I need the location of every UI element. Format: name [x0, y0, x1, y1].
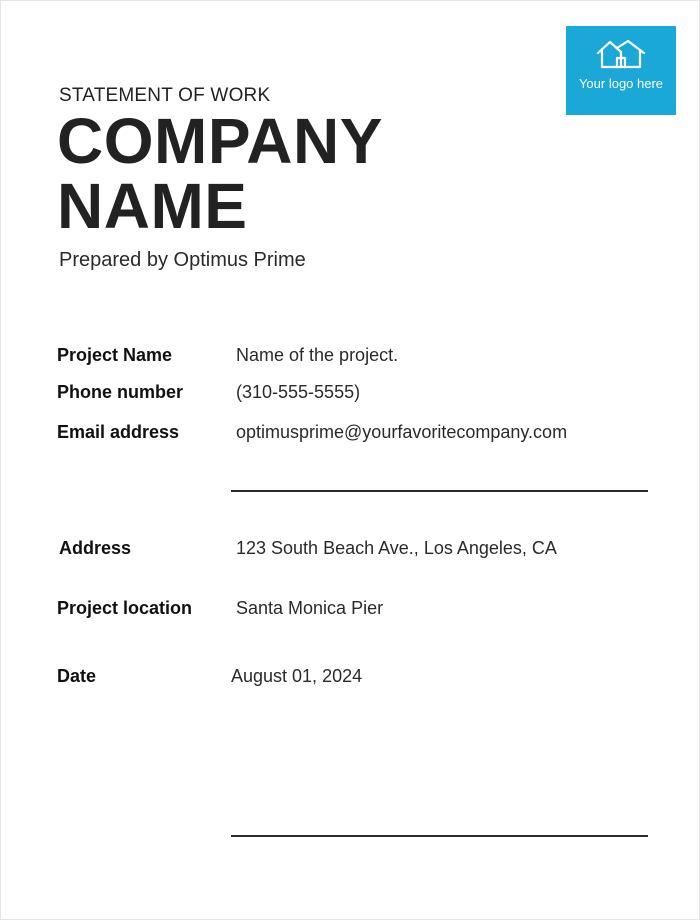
signature-line [231, 835, 648, 837]
prepared-by: Prepared by Optimus Prime [59, 249, 306, 271]
email-label: Email address [57, 422, 180, 442]
company-name: COMPANY NAME [57, 105, 382, 242]
date-value: August 01, 2024 [231, 666, 363, 686]
divider-line [231, 490, 648, 492]
logo-text: Your logo here [578, 76, 664, 91]
address-value: 123 South Beach Ave., Los Angeles, CA [236, 538, 557, 558]
project-name-value: Name of the project. [236, 345, 399, 365]
email-value: optimusprime@yourfavoritecompany.com [236, 422, 568, 442]
project-location-label: Project location [57, 598, 193, 618]
date-label: Date [57, 666, 97, 686]
logo-placeholder [566, 26, 676, 115]
phone-label: Phone number [57, 382, 184, 402]
phone-value: (310-555-5555) [236, 382, 361, 402]
address-label: Address [59, 538, 132, 558]
project-name-label: Project Name [57, 345, 173, 365]
document-type: STATEMENT OF WORK [59, 85, 271, 106]
project-location-value: Santa Monica Pier [236, 598, 384, 618]
house-icon [595, 38, 647, 70]
